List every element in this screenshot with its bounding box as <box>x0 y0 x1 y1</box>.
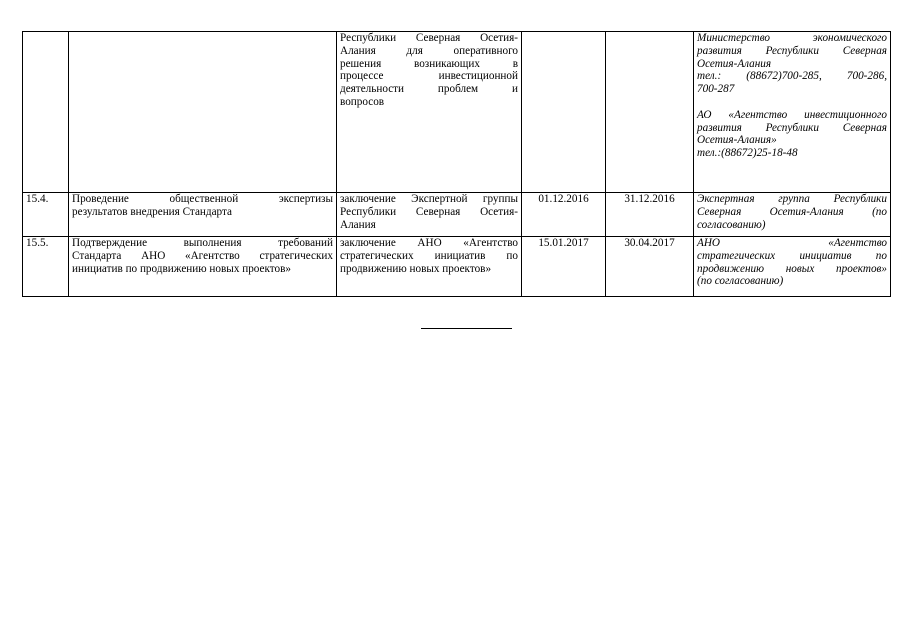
result-line: Алания для оперативного <box>340 44 518 57</box>
table-row <box>23 193 891 237</box>
end-date-cell <box>606 32 694 193</box>
responsible-line: АНО «Агентство <box>697 237 887 249</box>
activity-cell <box>69 193 337 237</box>
start-date-cell: 01.12.2016 <box>522 193 606 237</box>
result-line: заключение АНО «Агентство <box>340 237 518 249</box>
responsible-cell <box>694 32 891 193</box>
table-row <box>23 32 891 193</box>
result-line: Республики Северная Осетия- <box>340 32 518 44</box>
result-line: процессе инвестиционной <box>340 70 518 83</box>
result-cell <box>337 32 522 193</box>
responsible-line: АО «Агентство инвестиционного <box>697 108 887 121</box>
responsible-line: Осетия-Алания <box>697 57 772 70</box>
start-date-cell: 15.01.2017 <box>522 237 606 297</box>
responsible-line: развития Республики Северная <box>697 121 887 134</box>
end-date-cell: 30.04.2017 <box>606 237 694 297</box>
result-line: решения возникающих в <box>340 57 518 70</box>
activity-line: Стандарта АНО «Агентство стратегических <box>72 249 333 262</box>
activity-line: результатов внедрения Стандарта <box>72 205 232 218</box>
responsible-cell <box>694 237 891 297</box>
activity-cell <box>69 237 337 297</box>
end-of-document-rule <box>421 328 512 329</box>
result-line: продвижению новых проектов» <box>340 262 492 275</box>
responsible-line: продвижению новых проектов» <box>697 262 887 275</box>
activity-line: Проведение общественной экспертизы <box>72 193 333 205</box>
table-row <box>23 237 891 297</box>
activity-line: инициатив по продвижению новых проектов» <box>72 262 291 275</box>
responsible-line: стратегических инициатив по <box>697 249 887 262</box>
result-line: Республики Северная Осетия- <box>340 205 518 218</box>
measures-table <box>22 31 891 297</box>
responsible-line: Министерство экономического <box>697 32 887 44</box>
activity-cell <box>69 32 337 193</box>
responsible-line: тел.: (88672)700-285, 700-286, <box>697 70 887 83</box>
row-number-cell: 15.5. <box>23 237 69 297</box>
result-cell <box>337 237 522 297</box>
activity-line: Подтверждение выполнения требований <box>72 237 333 249</box>
responsible-line: Экспертная группа Республики <box>697 193 887 205</box>
responsible-line: Северная Осетия-Алания (по <box>697 205 887 218</box>
start-date-cell <box>522 32 606 193</box>
result-line: вопросов <box>340 95 385 108</box>
row-number-cell: 15.4. <box>23 193 69 237</box>
responsible-cell <box>694 193 891 237</box>
responsible-line: 700-287 <box>697 83 735 96</box>
row-number-cell <box>23 32 69 193</box>
end-date-cell: 31.12.2016 <box>606 193 694 237</box>
result-cell <box>337 193 522 237</box>
responsible-line: согласованию) <box>697 218 766 231</box>
responsible-line: (по согласованию) <box>697 275 784 288</box>
result-line: Алания <box>340 218 376 231</box>
responsible-line: Осетия-Алания» <box>697 134 777 147</box>
result-line: заключение Экспертной группы <box>340 193 518 205</box>
result-line: деятельности проблем и <box>340 83 518 96</box>
result-line: стратегических инициатив по <box>340 249 518 262</box>
responsible-line: тел.:(88672)25-18-48 <box>697 147 798 160</box>
responsible-line: развития Республики Северная <box>697 44 887 57</box>
